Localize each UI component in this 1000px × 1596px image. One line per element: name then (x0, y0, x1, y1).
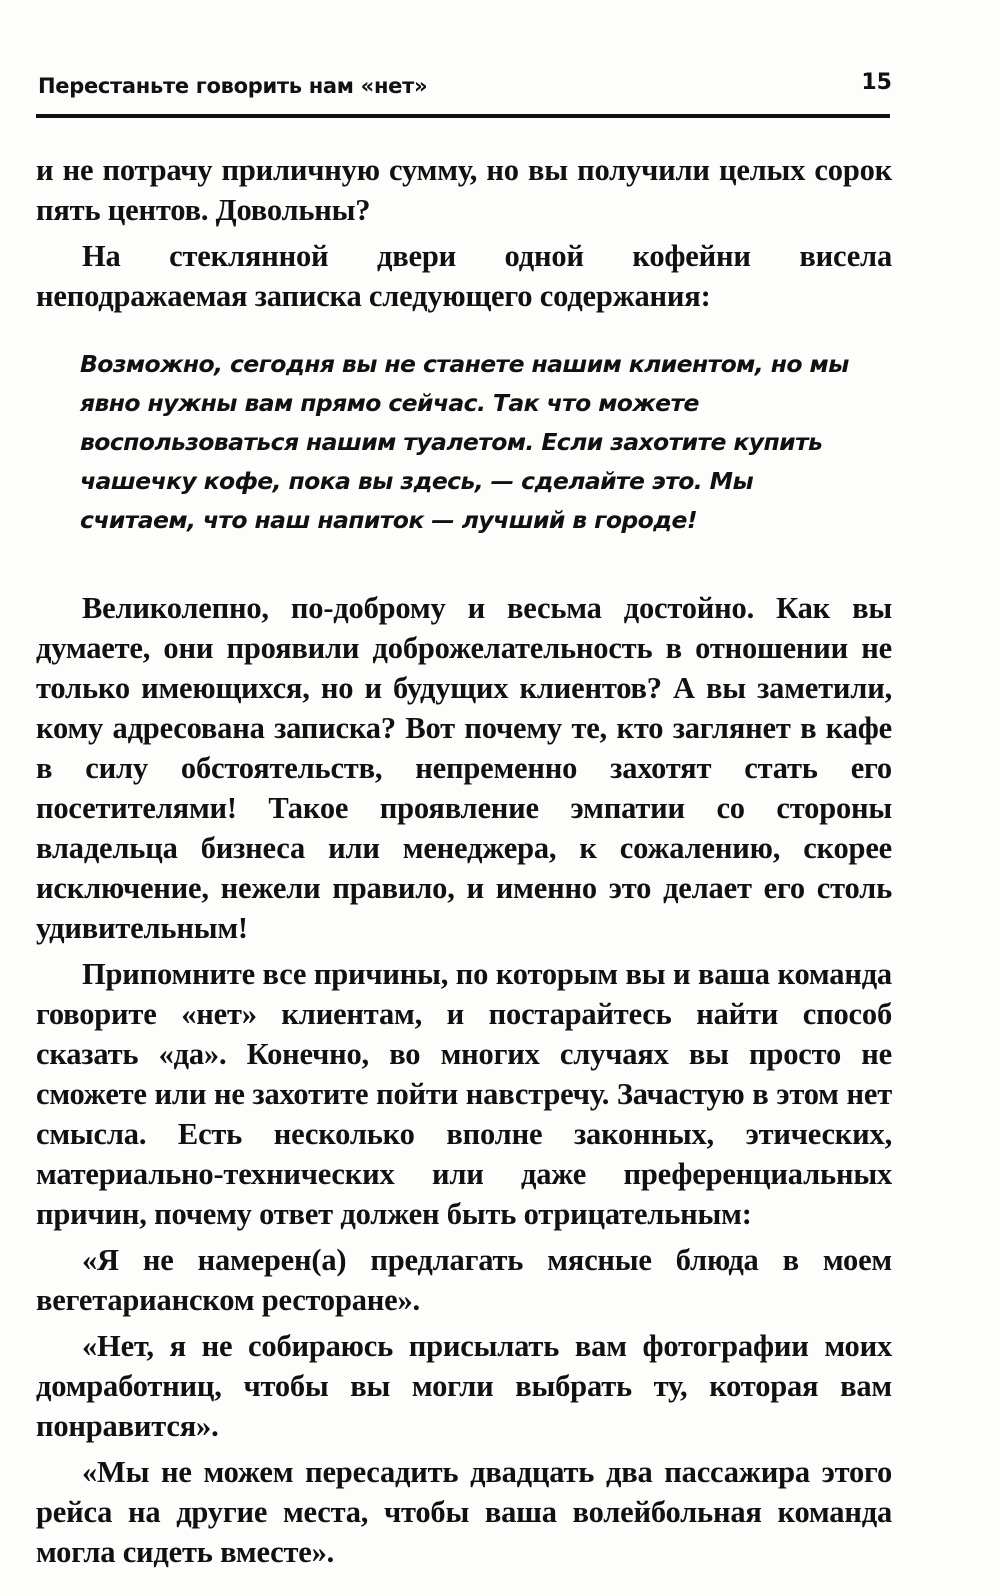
body-text-bottom (36, 588, 892, 1578)
paragraph-commentary: Великолепно, по-доброму и весьма достойно. Как вы думаете, они проявили доброжелательность в отношении не только имеющихся, но и будущих клиентов? А вы заметили, кому адресована записка? Вот почему те, кто заглянет в кафе в силу обстоятельств, непременно захотят стать его посетителями! Такое проявление эмпатии со стороны владельца бизнеса или менеджера, к сожалению, скорее исключение, нежели правило, и именно это делает его столь удивительным! (36, 591, 892, 945)
note-quote: Возможно, сегодня вы не станете нашим клиентом, но мы явно нужны вам прямо сейчас. Так что можете воспользоваться нашим туалетом. Если захотите купить чашечку кофе, пока вы здесь, — сделайте это. Мы считаем, что наш напиток — лучший в городе! (80, 350, 849, 534)
paragraph-reasons: Припомните все причины, по которым вы и ваша команда говорите «нет» клиентам, и постарайтесь найти способ сказать «да». Конечно, во многих случаях вы просто не сможете или не захотите пойти навстречу. Зачастую в этом нет смысла. Есть несколько вполне законных, этических, материально-технических или даже преференциальных причин, почему ответ должен быть отрицательным: (36, 957, 892, 1231)
paragraph-continued: и не потрачу приличную сумму, но вы получили целых сорок пять центов. Довольны? (36, 153, 892, 227)
example-passengers: «Мы не можем пересадить двадцать два пассажира этого рейса на другие места, чтобы ваша волейбольная команда могла сидеть вместе». (36, 1455, 892, 1569)
body-text-top (36, 150, 892, 322)
paragraph-coffee-note-intro: На стеклянной двери одной кофейни висела неподражаемая записка следующего содержания: (36, 239, 892, 313)
running-header (36, 62, 890, 118)
example-vegetarian: «Я не намерен(а) предлагать мясные блюда в моем вегетарианском ресторане». (36, 1243, 892, 1317)
running-title: Перестаньте говорить нам «нет» (38, 74, 428, 98)
page-number: 15 (861, 70, 892, 95)
example-housekeepers: «Нет, я не собираюсь присылать вам фотографии моих домработниц, чтобы вы могли выбрать ту, которая вам понравится». (36, 1329, 892, 1443)
